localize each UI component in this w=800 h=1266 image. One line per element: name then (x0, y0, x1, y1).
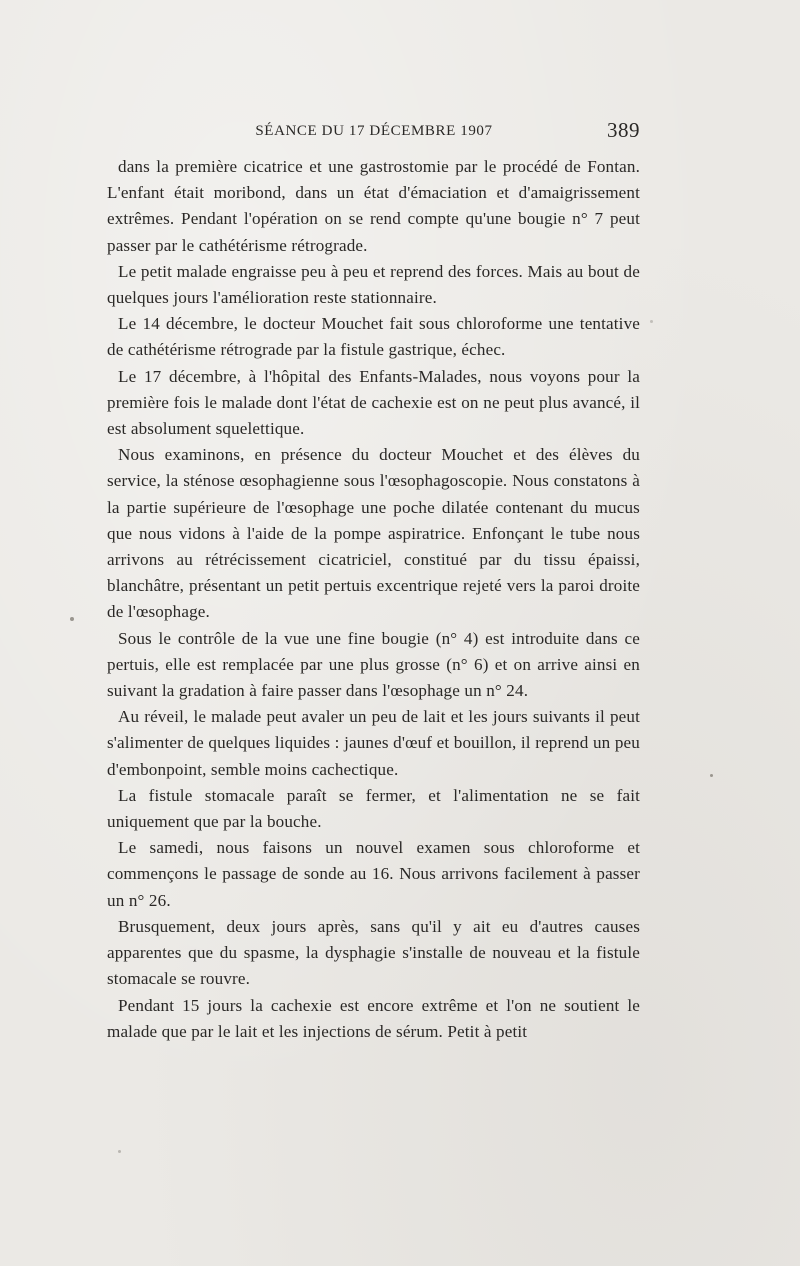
header-title: SÉANCE DU 17 DÉCEMBRE 1907 (255, 123, 493, 139)
paper-speck (710, 774, 713, 777)
paragraph-11: Pendant 15 jours la cachexie est encore extrême et l'on ne soutient le malade que par le lait et les injections de sérum. Petit à petit (107, 995, 640, 1041)
paragraph-2: Le petit malade engraisse peu à peu et reprend des forces. Mais au bout de quelques jours l'amélioration reste stationnaire. (107, 261, 640, 308)
paragraph-8: La fistule stomacale paraît se fermer, et l'alimentation ne se fait uniquement que par la bouche. (107, 785, 640, 832)
paragraph-4: Le 17 décembre, à l'hôpital des Enfants-Malades, nous voyons pour la première fois le malade dont l'état de cachexie est on ne peut plus avancé, il est absolument squelettique. (107, 366, 640, 439)
body-text (107, 154, 640, 1045)
paragraph-1: dans la première cicatrice et une gastrostomie par le procédé de Fontan. L'enfant était moribond, dans un état d'émaciation et d'amaigrissement extrêmes. Pendant l'opération on se rend compte qu'une bougie n° 7 peut passer par le cathétérisme rétrograde. (107, 157, 640, 255)
paragraph-7: Au réveil, le malade peut avaler un peu de lait et les jours suivants il peut s'alimenter de quelques liquides : jaunes d'œuf et bouillon, il reprend un peu d'embonpoint, semble moins cachectique. (107, 707, 640, 779)
paper-speck (650, 320, 653, 323)
paper-speck (118, 1150, 121, 1153)
paragraph-6: Sous le contrôle de la vue une fine bougie (n° 4) est introduite dans ce pertuis, elle est remplacée par une plus grosse (n° 6) et on arrive ainsi en suivant la gradation à faire passer dans l'œsophage un n° 24. (107, 628, 640, 701)
paragraph-10: Brusquement, deux jours après, sans qu'il y ait eu d'autres causes apparentes que du spasme, la dysphagie s'installe de nouveau et la fistule stomacale se rouvre. (107, 916, 640, 989)
paper-speck (70, 617, 74, 621)
page-number: 389 (607, 118, 640, 142)
running-header (108, 120, 640, 144)
paragraph-3: Le 14 décembre, le docteur Mouchet fait sous chloroforme une tentative de cathétérisme rétrograde par la fistule gastrique, échec. (107, 314, 640, 360)
paragraph-5: Nous examinons, en présence du docteur Mouchet et des élèves du service, la sténose œsophagienne sous l'œsophagoscopie. Nous constatons à la partie supérieure de l'œsophage une poche dilatée contenant du mucus que nous vidons à l'aide de la pompe aspiratrice. Enfonçant le tube nous arrivons au rétrécissement cicatriciel, constitué par du tissu épaissi, blanchâtre, présentant un petit pertuis excentrique rejeté vers la paroi droite de l'œsophage. (107, 445, 640, 622)
paragraph-9: Le samedi, nous faisons un nouvel examen sous chloroforme et commençons le passage de sonde au 16. Nous arrivons facilement à passer un n° 26. (107, 838, 640, 910)
